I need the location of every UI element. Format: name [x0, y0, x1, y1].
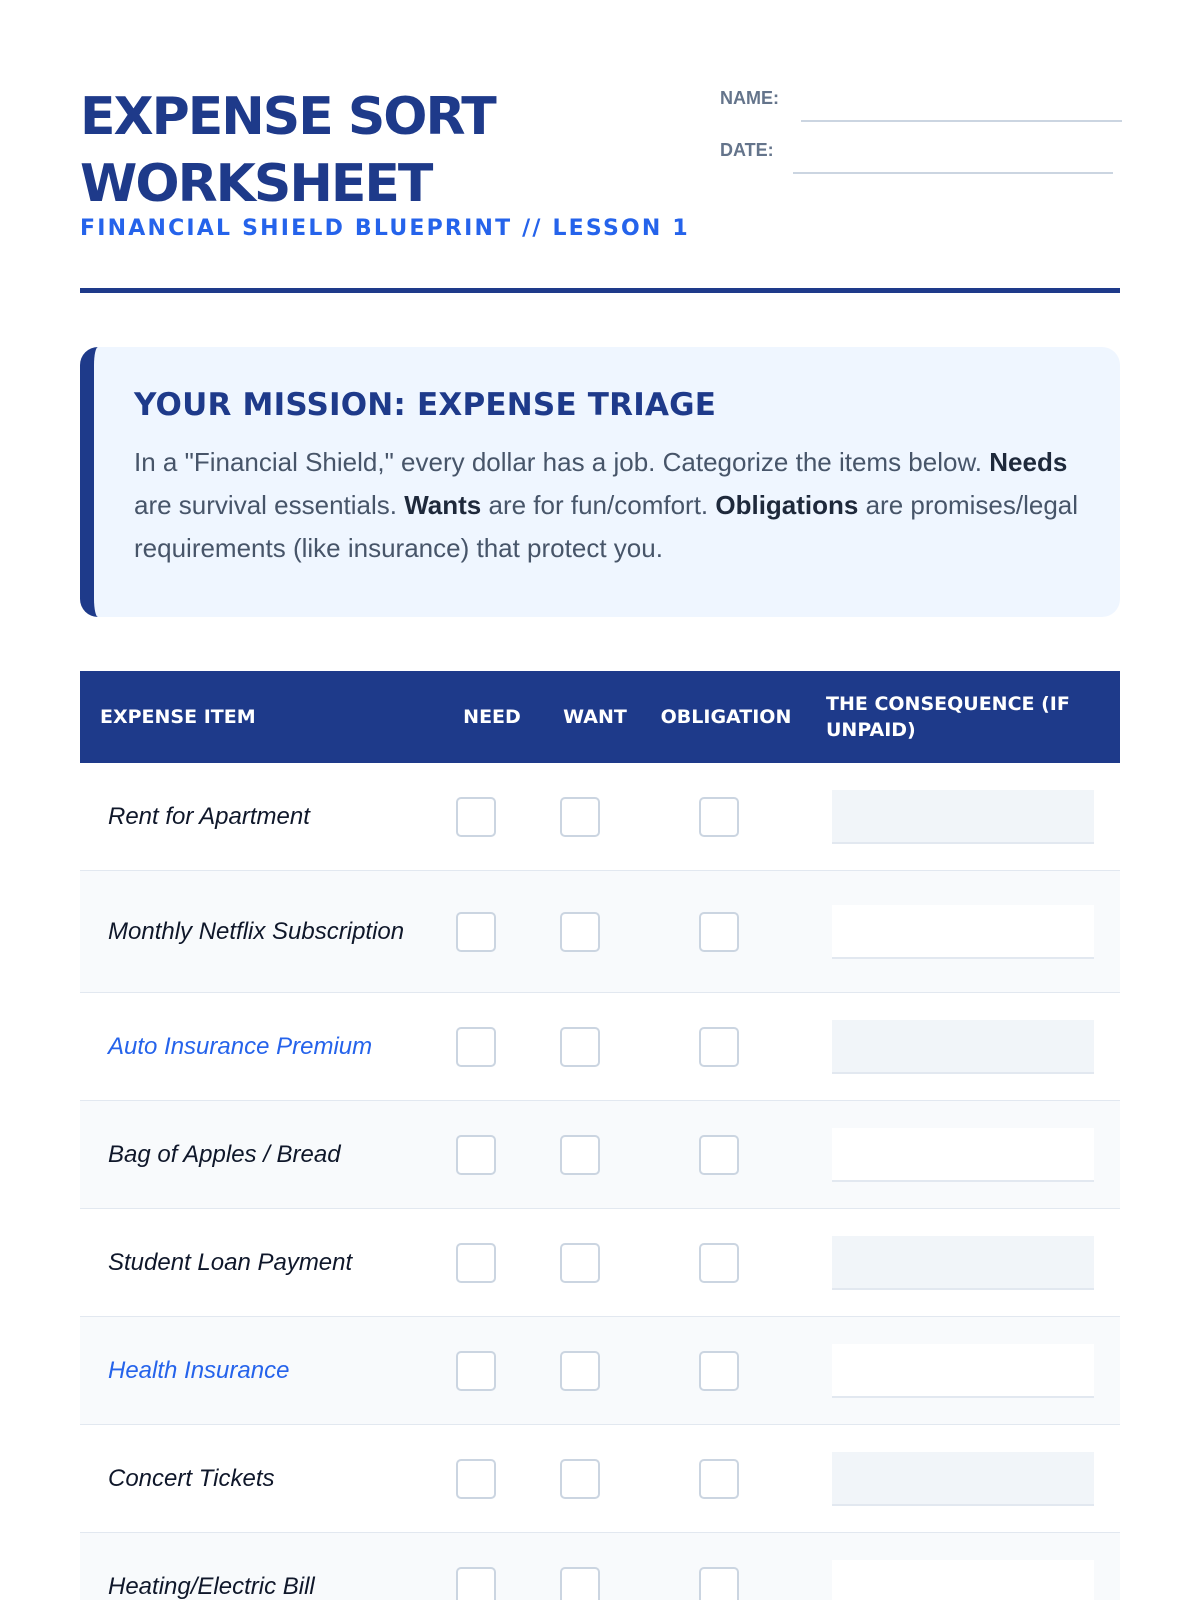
consequence-field[interactable]	[832, 1560, 1094, 1600]
header-consequence: THE CONSEQUENCE (IF UNPAID)	[826, 693, 1070, 741]
needs-text: are survival essentials.	[134, 490, 405, 520]
table-row	[80, 763, 1120, 871]
mission-text	[134, 441, 1080, 570]
mission-title: YOUR MISSION: EXPENSE TRIAGE	[134, 387, 717, 423]
obligations-term: Obligations	[715, 490, 859, 520]
date-label: DATE:	[720, 140, 774, 160]
want-checkbox[interactable]	[560, 1135, 600, 1175]
name-row	[720, 88, 1122, 140]
date-row	[720, 140, 1122, 192]
header-obligation: OBLIGATION	[660, 706, 792, 728]
consequence-field[interactable]	[832, 1128, 1094, 1182]
expense-item: Bag of Apples / Bread	[108, 1140, 341, 1168]
header	[80, 84, 1120, 244]
table-row	[80, 1209, 1120, 1317]
consequence-field[interactable]	[832, 790, 1094, 844]
consequence-field[interactable]	[832, 1236, 1094, 1290]
need-checkbox[interactable]	[456, 912, 496, 952]
obligation-checkbox[interactable]	[699, 912, 739, 952]
table-row	[80, 871, 1120, 993]
expense-item: Auto Insurance Premium	[108, 1032, 373, 1060]
expense-item: Concert Tickets	[108, 1464, 275, 1492]
want-checkbox[interactable]	[560, 1351, 600, 1391]
need-checkbox[interactable]	[456, 1459, 496, 1499]
student-info	[720, 88, 1122, 192]
wants-text: are for fun/comfort.	[481, 490, 716, 520]
obligation-checkbox[interactable]	[699, 797, 739, 837]
expense-item: Rent for Apartment	[108, 802, 310, 830]
need-checkbox[interactable]	[456, 1243, 496, 1283]
name-label: NAME:	[720, 88, 779, 108]
consequence-field[interactable]	[832, 905, 1094, 959]
obligation-checkbox[interactable]	[699, 1027, 739, 1067]
want-checkbox[interactable]	[560, 1567, 600, 1600]
expense-table	[80, 671, 1120, 1600]
want-checkbox[interactable]	[560, 1027, 600, 1067]
expense-item: Student Loan Payment	[108, 1248, 353, 1276]
consequence-field[interactable]	[832, 1020, 1094, 1074]
obligation-checkbox[interactable]	[699, 1567, 739, 1600]
obligation-checkbox[interactable]	[699, 1243, 739, 1283]
expense-item: Heating/Electric Bill	[108, 1572, 315, 1600]
table-row	[80, 1425, 1120, 1533]
table-header	[80, 671, 1120, 763]
need-checkbox[interactable]	[456, 1567, 496, 1600]
expense-item: Health Insurance	[108, 1356, 290, 1384]
want-checkbox[interactable]	[560, 912, 600, 952]
expense-item: Monthly Netflix Subscription	[108, 917, 405, 945]
consequence-field[interactable]	[832, 1452, 1094, 1506]
obligations-text: are promises/legal requirements (like insurance) that protect you.	[134, 490, 1079, 563]
page-title: EXPENSE SORT WORKSHEET	[80, 87, 495, 214]
want-checkbox[interactable]	[560, 1459, 600, 1499]
wants-term: Wants	[404, 490, 482, 520]
mission-box	[80, 347, 1120, 617]
need-checkbox[interactable]	[456, 1351, 496, 1391]
table-row	[80, 1533, 1120, 1600]
table-row	[80, 1101, 1120, 1209]
obligation-checkbox[interactable]	[699, 1459, 739, 1499]
name-field[interactable]	[801, 120, 1122, 122]
need-checkbox[interactable]	[456, 797, 496, 837]
header-expense-item: EXPENSE ITEM	[100, 706, 256, 728]
obligation-checkbox[interactable]	[699, 1135, 739, 1175]
header-divider	[80, 288, 1120, 293]
want-checkbox[interactable]	[560, 797, 600, 837]
mission-intro: In a "Financial Shield," every dollar has a job. Categorize the items below.	[134, 447, 983, 477]
want-checkbox[interactable]	[560, 1243, 600, 1283]
consequence-field[interactable]	[832, 1344, 1094, 1398]
header-want: WANT	[563, 706, 627, 728]
page-subtitle: FINANCIAL SHIELD BLUEPRINT // LESSON 1	[80, 216, 690, 241]
need-checkbox[interactable]	[456, 1027, 496, 1067]
header-need: NEED	[463, 706, 521, 728]
obligation-checkbox[interactable]	[699, 1351, 739, 1391]
need-checkbox[interactable]	[456, 1135, 496, 1175]
table-row	[80, 1317, 1120, 1425]
date-field[interactable]	[793, 172, 1113, 174]
table-row	[80, 993, 1120, 1101]
needs-term: Needs	[989, 447, 1068, 477]
